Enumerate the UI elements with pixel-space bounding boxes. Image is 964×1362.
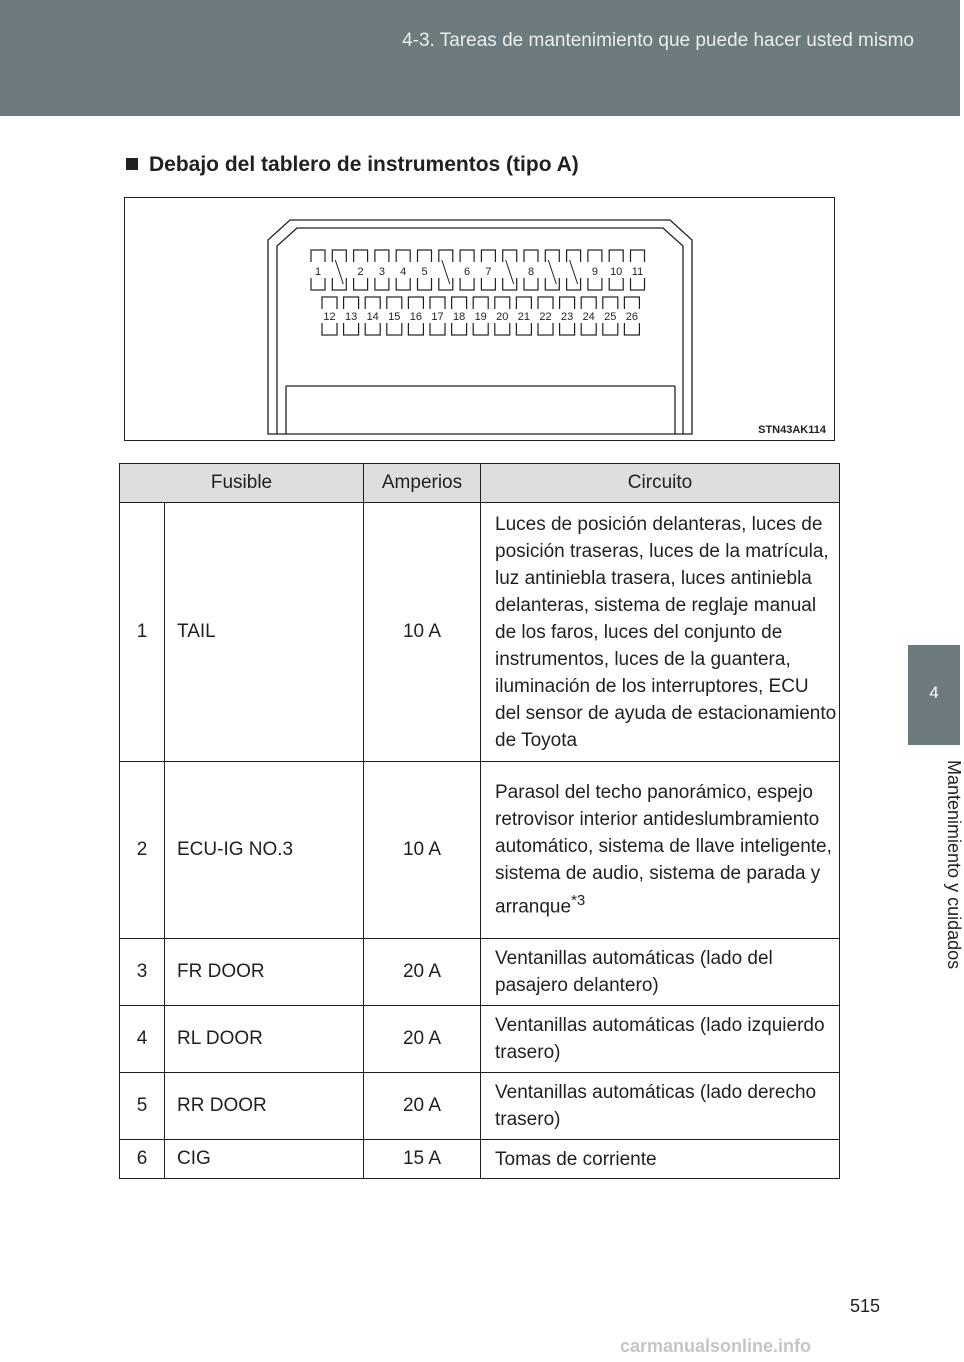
fuse-box-drawing [125,198,836,442]
fuse-slot [514,297,533,335]
svg-text:7: 7 [485,266,492,278]
table-row [120,1006,840,1073]
svg-text:24: 24 [582,311,595,323]
header-circuit: Circuito [481,464,840,503]
chapter-tab [908,645,960,745]
fuse-amps: 20 A [364,1006,481,1073]
fuse-slot [352,250,369,290]
svg-text:19: 19 [474,311,487,323]
fuse-slot [471,297,490,335]
svg-text:25: 25 [604,311,617,323]
fuse-number: 3 [120,939,165,1006]
fuse-slot [536,297,555,335]
fuse-slot [493,297,512,335]
circuit-text: Ventanillas automáticas (lado del pasajero delantero) [495,948,773,996]
empty-slot [565,250,582,290]
fuse-slot [395,250,412,290]
page-header [0,0,960,116]
fuse-number: 4 [120,1006,165,1073]
circuit-text: Parasol del techo panorámico, espejo retrovisor interior antideslumbramiento automático, sistema de llave inteligente, sistema de audio, sistema de parada y arranque [495,782,832,918]
svg-text:26: 26 [625,311,639,323]
fuse-number: 1 [120,503,165,762]
fuse-slot [385,297,404,335]
fuse-number: 2 [120,762,165,939]
page-number: 515 [850,1296,881,1316]
circuit-text: Ventanillas automáticas (lado derecho trasero) [495,1082,817,1130]
svg-text:14: 14 [366,311,379,323]
svg-text:4: 4 [400,266,407,278]
svg-text:11: 11 [631,266,644,278]
table-row [120,1073,840,1140]
fuse-slot [480,250,497,290]
empty-slot [331,250,348,290]
svg-text:20: 20 [496,311,509,323]
circuit-text: Luces de posición delanteras, luces de posición traseras, luces de la matrícula, luz antiniebla trasera, luces antiniebla delanteras, sistema de reglaje manual de los faros, luces del conjunto de instrumentos, luces de la guantera, iluminación de los interruptores, ECU del sensor de ayuda de estacionamiento de Toyota [495,513,837,751]
fuse-slot [320,297,339,335]
fuse-slot [608,250,625,290]
fuse-name: CIG [165,1140,364,1179]
section-title-text: Debajo del tablero de instrumentos (tipo A) [149,153,579,176]
fuse-name: FR DOOR [165,939,364,1006]
svg-text:1: 1 [314,266,322,278]
fuse-circuit [481,1073,840,1140]
fuse-amps: 20 A [364,1073,481,1140]
svg-text:2: 2 [357,266,364,278]
fuse-slot [601,297,620,335]
fuse-box-diagram [124,197,835,441]
fuse-slot [629,250,646,290]
footnote-marker: *3 [571,892,586,910]
fuse-slot [342,297,361,335]
watermark: carmanualsonline.info [620,1336,812,1356]
header-amps: Amperios [364,464,481,503]
fuse-slot [523,250,540,290]
section-heading [126,153,579,177]
svg-text:3: 3 [378,266,385,278]
fuse-slot [558,297,577,335]
empty-slot [544,250,561,290]
svg-text:13: 13 [344,311,358,323]
fuse-circuit [481,1006,840,1073]
fuse-slot [450,297,469,335]
header-fuse: Fusible [120,464,364,503]
svg-text:21: 21 [517,311,531,323]
fuse-circuit [481,762,840,939]
chapter-title: 4-3. Tareas de mantenimiento que puede hacer usted mismo [402,30,914,51]
svg-text:6: 6 [464,266,471,278]
svg-text:10: 10 [610,266,623,278]
svg-text:12: 12 [323,311,336,323]
fuse-amps: 10 A [364,762,481,939]
svg-text:8: 8 [527,266,535,278]
fuse-slot [459,250,476,290]
table-row [120,939,840,1006]
fuse-slot [622,297,641,335]
fuse-slot [363,297,382,335]
figure-code: STN43AK114 [758,424,826,436]
chapter-label: Mantenimiento y cuidados [944,760,964,970]
svg-text:15: 15 [388,311,401,323]
fuse-circuit [481,1140,840,1179]
empty-slot [437,250,454,290]
fuse-slot [373,250,390,290]
circuit-text: Ventanillas automáticas (lado izquierdo trasero) [495,1015,825,1063]
svg-text:23: 23 [560,311,574,323]
svg-text:9: 9 [591,266,598,278]
table-row [120,1140,840,1179]
fuse-table [119,463,840,1179]
fuse-slot [586,250,603,290]
fuse-amps: 20 A [364,939,481,1006]
fuse-circuit [481,503,840,762]
empty-slot [501,250,518,290]
fuse-slot [428,297,447,335]
fuse-slot [579,297,598,335]
svg-text:16: 16 [409,311,423,323]
fuse-slot [406,297,425,335]
fuse-name: RL DOOR [165,1006,364,1073]
fuse-number: 5 [120,1073,165,1140]
table-row [120,503,840,762]
fuse-number: 6 [120,1140,165,1179]
svg-text:22: 22 [539,311,552,323]
fuse-amps: 15 A [364,1140,481,1179]
svg-text:5: 5 [421,266,428,278]
table-header-row [120,464,840,503]
fuse-circuit [481,939,840,1006]
svg-text:17: 17 [431,311,444,323]
square-bullet-icon [126,158,138,170]
fuse-slot [310,250,327,290]
chapter-number: 4 [929,683,939,702]
fuse-slot [416,250,433,290]
svg-text:18: 18 [452,311,466,323]
fuse-name: ECU-IG NO.3 [165,762,364,939]
fuse-amps: 10 A [364,503,481,762]
fuse-name: TAIL [165,503,364,762]
fuse-name: RR DOOR [165,1073,364,1140]
circuit-text: Tomas de corriente [495,1148,657,1170]
table-row [120,762,840,939]
